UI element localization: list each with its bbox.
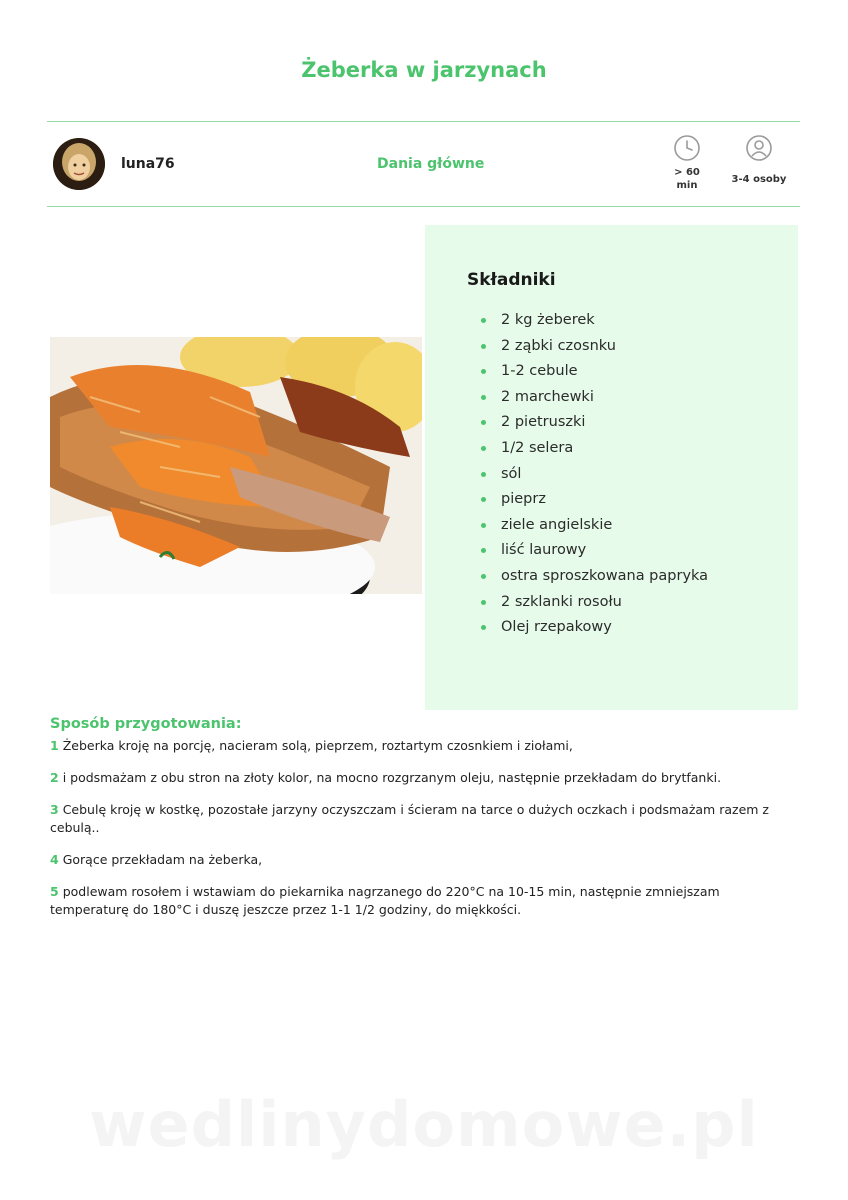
recipe-meta-row: [47, 122, 800, 206]
ingredients-panel: [425, 225, 798, 710]
step-text: i podsmażam z obu stron na złoty kolor, na mocno rozgrzanym oleju, następnie przekładam do brytfanki.: [62, 770, 722, 785]
prep-time-value: > 60 min: [674, 167, 700, 191]
ingredient-item: pieprz: [501, 489, 708, 515]
method-section: [50, 716, 798, 933]
method-step: [50, 801, 798, 837]
ingredient-item: Olej rzepakowy: [501, 617, 708, 643]
ingredient-item: 1/2 selera: [501, 438, 708, 464]
ingredient-item: sól: [501, 464, 708, 490]
ingredient-item: 2 kg żeberek: [501, 310, 708, 336]
ingredient-item: 2 pietruszki: [501, 412, 708, 438]
step-text: Żeberka kroję na porcję, nacieram solą, pieprzem, roztartym czosnkiem i ziołami,: [62, 738, 573, 753]
step-number: 2: [50, 770, 59, 785]
ingredient-item: 2 marchewki: [501, 387, 708, 413]
step-number: 4: [50, 852, 59, 867]
method-step: [50, 851, 798, 869]
method-heading: Sposób przygotowania:: [50, 716, 242, 732]
step-text: Cebulę kroję w kostkę, pozostałe jarzyny oczyszczam i ścieram na tarce o dużych oczkach i podsmażam razem z cebulą..: [50, 802, 769, 835]
recipe-photo: [50, 337, 422, 594]
recipe-photo-image: [50, 337, 422, 594]
author-username[interactable]: luna76: [121, 156, 175, 172]
person-icon: [745, 134, 773, 162]
ingredient-item: 2 szklanki rosołu: [501, 592, 708, 618]
servings-value: 3-4 osoby: [731, 174, 787, 185]
step-text: Gorące przekładam na żeberka,: [62, 852, 263, 867]
step-number: 1: [50, 738, 59, 753]
prep-time: [667, 134, 707, 192]
ingredient-item: ziele angielskie: [501, 515, 708, 541]
step-number: 3: [50, 802, 59, 817]
photo-credit: fot. B. Ku: [386, 583, 418, 591]
ingredient-item: liść laurowy: [501, 540, 708, 566]
method-step: [50, 769, 798, 787]
step-text: podlewam rosołem i wstawiam do piekarnika nagrzanego do 220°C na 10-15 min, następnie zmniejszam temperaturę do 180°C i duszę jeszcze przez 1-1 1/2 godziny, do miękkości.: [50, 884, 720, 917]
recipe-category[interactable]: Dania główne: [377, 156, 485, 172]
recipe-title: Żeberka w jarzynach: [301, 58, 547, 82]
ingredient-item: 2 ząbki czosnku: [501, 336, 708, 362]
ingredients-heading: Składniki: [467, 270, 556, 290]
header-divider-bottom: [47, 206, 800, 207]
method-step: [50, 737, 798, 755]
ingredient-item: 1-2 cebule: [501, 361, 708, 387]
step-number: 5: [50, 884, 59, 899]
ingredient-item: ostra sproszkowana papryka: [501, 566, 708, 592]
ingredients-list: [501, 310, 708, 643]
author-avatar[interactable]: [53, 138, 105, 190]
clock-icon: [673, 134, 701, 162]
method-step: [50, 883, 798, 919]
avatar-photo-icon: [53, 138, 105, 190]
site-watermark: wedlinydomowe.pl: [89, 1088, 759, 1161]
servings: [731, 134, 787, 186]
